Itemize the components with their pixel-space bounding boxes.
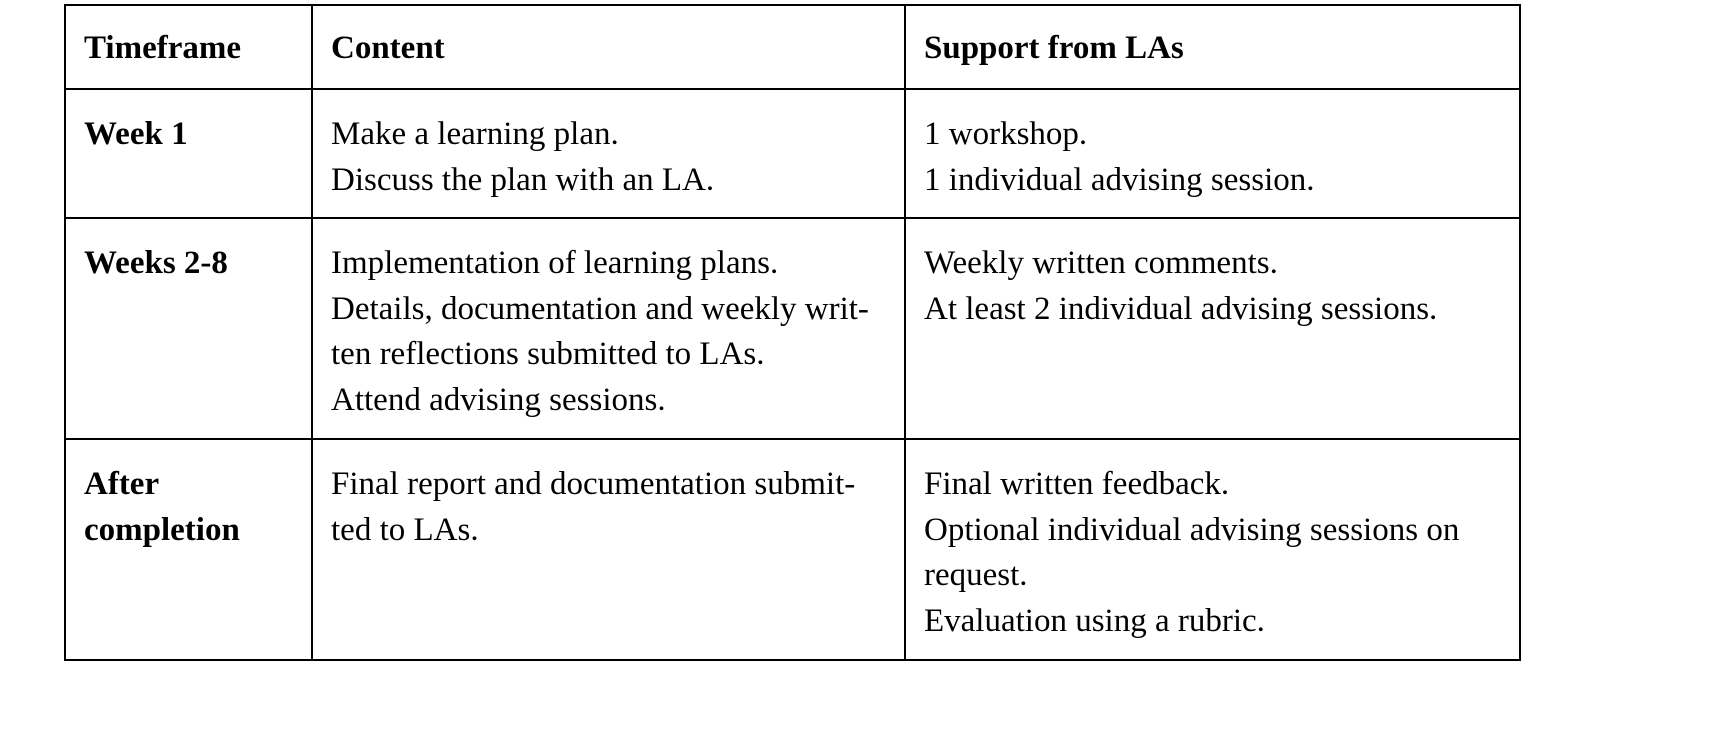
content-line: ted to LAs. xyxy=(331,511,479,548)
support-line: request. xyxy=(924,557,1028,593)
timeframe-cell xyxy=(65,439,312,660)
timeframe-line: completion xyxy=(84,511,240,548)
header-support: Support from LAs xyxy=(905,5,1520,89)
content-line: Make a learning plan. xyxy=(331,116,619,152)
header-row xyxy=(65,5,1520,89)
content-line: Final report and documentation submit- xyxy=(331,466,856,502)
content-cell xyxy=(312,89,905,218)
header-content: Content xyxy=(312,5,905,89)
support-line: Final written feedback. xyxy=(924,466,1230,502)
table-row xyxy=(65,439,1520,660)
header-timeframe: Timeframe xyxy=(65,5,312,89)
content-line: Details, documentation and weekly writ- xyxy=(331,290,869,327)
support-line: Evaluation using a rubric. xyxy=(924,602,1265,639)
content-line: ten reflections submitted to LAs. xyxy=(331,336,765,372)
content-cell xyxy=(312,439,905,660)
support-cell xyxy=(905,218,1520,439)
content-line: Discuss the plan with an LA. xyxy=(331,161,715,198)
timeframe-cell: Weeks 2-8 xyxy=(65,218,312,439)
support-cell xyxy=(905,89,1520,218)
table-row xyxy=(65,89,1520,218)
support-line: At least 2 individual advising sessions. xyxy=(924,290,1438,327)
content-line: Implementation of learning plans. xyxy=(331,245,779,281)
support-line: Weekly written comments. xyxy=(924,245,1278,281)
support-line: 1 individual advising session. xyxy=(924,161,1315,198)
timeframe-line: After xyxy=(84,466,160,502)
support-line: Optional individual advising sessions on xyxy=(924,511,1460,548)
support-cell xyxy=(905,439,1520,660)
timeframe-cell: Week 1 xyxy=(65,89,312,218)
content-cell xyxy=(312,218,905,439)
support-line: 1 workshop. xyxy=(924,116,1088,152)
table-row xyxy=(65,218,1520,439)
content-line: Attend advising sessions. xyxy=(331,381,666,418)
learning-plan-table xyxy=(64,4,1521,661)
